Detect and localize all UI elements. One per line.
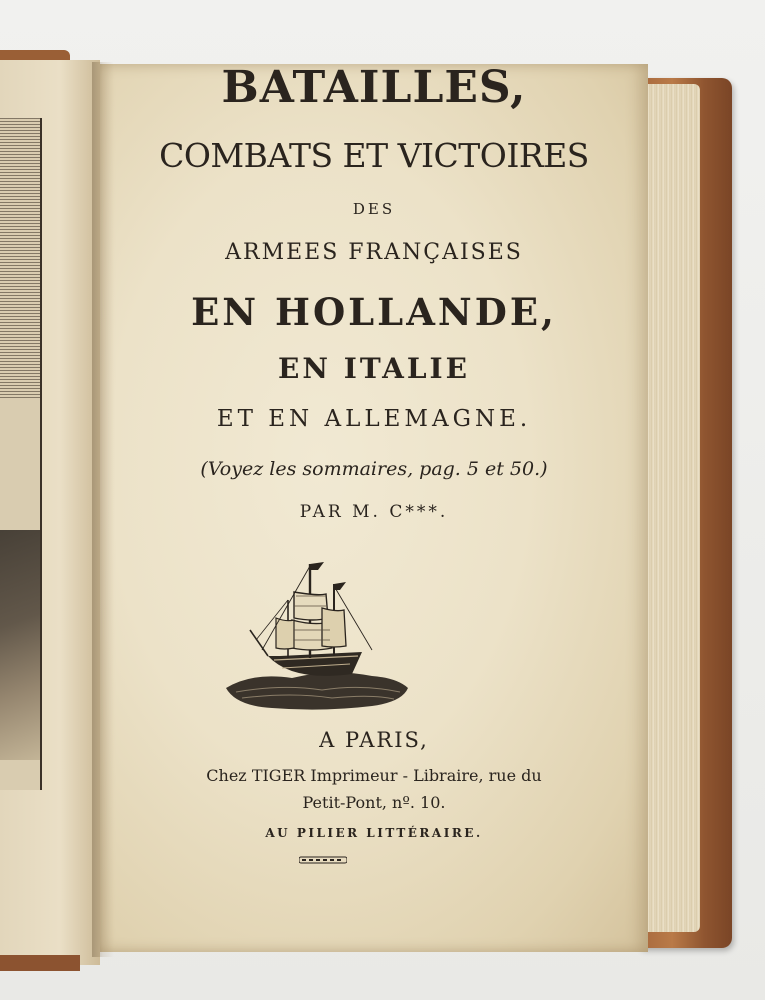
imprint-printer: Chez TIGER Imprimeur - Libraire, rue du bbox=[206, 766, 542, 785]
left-cover-bottom bbox=[0, 955, 80, 971]
imprint-address: Petit-Pont, nº. 10. bbox=[302, 793, 446, 812]
ship-vignette-icon bbox=[222, 560, 412, 712]
ornament-icon bbox=[299, 856, 347, 864]
title-combats: COMBATS ET VICTOIRES bbox=[159, 136, 589, 175]
title-armees: ARMEES FRANÇAISES bbox=[225, 240, 523, 265]
title-des: DES bbox=[352, 200, 396, 218]
imprint-sign: AU PILIER LITTÉRAIRE. bbox=[265, 826, 483, 840]
title-hollande: EN HOLLANDE, bbox=[191, 290, 557, 334]
title-bataille: BATAILLES, bbox=[221, 62, 527, 113]
imprint-city: A PARIS, bbox=[319, 728, 429, 752]
title-allemagne: ET EN ALLEMAGNE. bbox=[216, 406, 532, 432]
frontispiece-figure bbox=[0, 530, 40, 760]
page-edges bbox=[640, 84, 700, 932]
sommaires-note: (Voyez les sommaires, pag. 5 et 50.) bbox=[200, 458, 548, 480]
author-line: PAR M. C***. bbox=[299, 502, 449, 522]
title-italie: EN ITALIE bbox=[278, 352, 470, 385]
